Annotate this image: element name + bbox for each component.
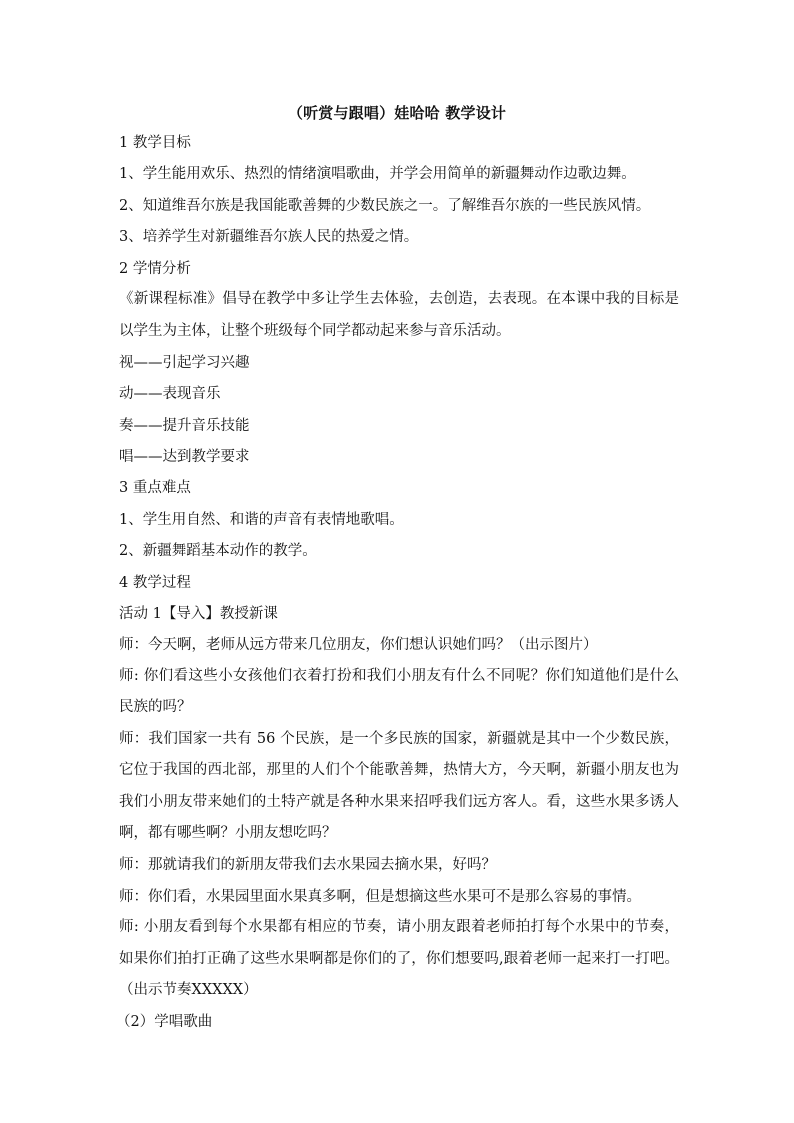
paragraph: 《新课程标准》倡导在教学中多让学生去体验，去创造，去表现。在本课中我的目标是以学生为主体，让整个班级每个同学都动起来参与音乐活动。	[119, 291, 679, 339]
section-heading-analysis: 2 学情分析	[119, 260, 191, 277]
paragraph: 1、学生能用欢乐、热烈的情绪演唱歌曲，并学会用简单的新疆舞动作边歌边舞。	[119, 166, 636, 183]
paragraph: （2）学唱歌曲	[116, 1014, 213, 1031]
paragraph: 活动 1【导入】教授新课	[119, 605, 278, 622]
paragraph: 1、学生用自然、和谐的声音有表情地歌唱。	[119, 511, 404, 528]
paragraph: 动——表现音乐	[119, 386, 221, 403]
paragraph: 视——引起学习兴趣	[119, 354, 250, 371]
paragraph: 师: 小朋友看到每个水果都有相应的节奏，请小朋友跟着老师拍打每个水果中的节奏，如果你们拍打正确了这些水果啊都是你们的了，你们想要吗,跟着老师一起来打一打吧。（出示节奏XXXXX）	[119, 919, 679, 999]
paragraph: 3、培养学生对新疆维吾尔族人民的热爱之情。	[119, 229, 419, 246]
document-title: （听赏与跟唱）娃哈哈 教学设计	[287, 104, 507, 122]
paragraph: 2、知道维吾尔族是我国能歌善舞的少数民族之一。了解维吾尔族的一些民族风情。	[119, 197, 651, 214]
paragraph: 师: 你们看这些小女孩他们衣着打扮和我们小朋友有什么不同呢？你们知道他们是什么民族的吗？	[119, 667, 679, 716]
paragraph: 唱——达到教学要求	[119, 448, 250, 465]
paragraph: 师：今天啊，老师从远方带来几位朋友，你们想认识她们吗？（出示图片）	[119, 637, 598, 654]
document-body	[116, 133, 679, 1044]
section-heading-objectives: 1 教学目标	[119, 135, 191, 151]
section-heading-key-points: 3 重点难点	[119, 480, 191, 497]
paragraph: 师：那就请我们的新朋友带我们去水果园去摘水果，好吗？	[119, 857, 496, 874]
section-heading-process: 4 教学过程	[119, 574, 191, 591]
paragraph: 师：我们国家一共有 56 个民族，是一个多民族的国家，新疆就是其中一个少数民族，它位于我国的西北部，那里的人们个个能歌善舞，热情大方，今天啊，新疆小朋友也为我们小朋友带来她们的土特产就是各种水果来招呼我们远方客人。看，这些水果多诱人啊，都有哪些啊？小朋友想吃吗？	[119, 730, 679, 842]
paragraph: 奏——提升音乐技能	[119, 417, 250, 434]
paragraph: 2、新疆舞蹈基本动作的教学。	[119, 543, 317, 560]
paragraph: 师：你们看，水果园里面水果真多啊，但是想摘这些水果可不是那么容易的事情。	[119, 888, 641, 905]
